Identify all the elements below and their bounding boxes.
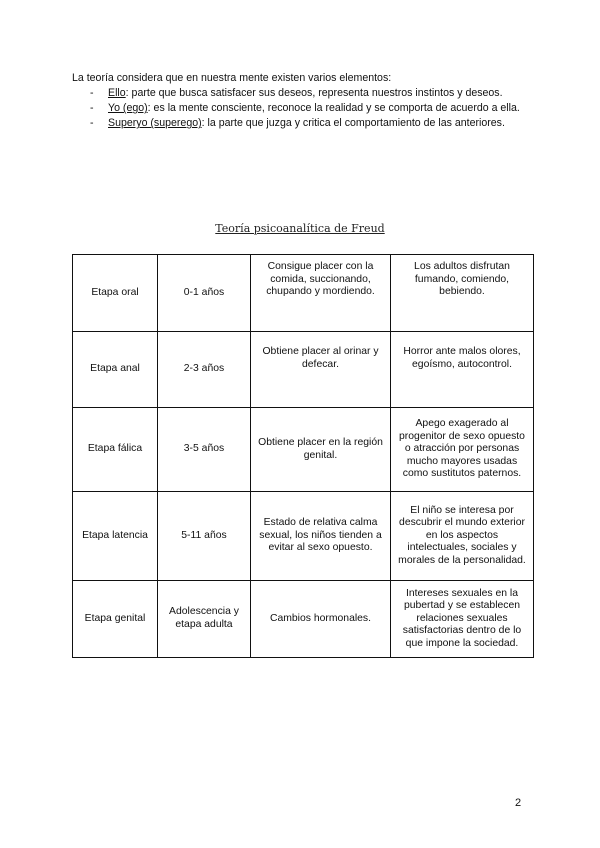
- intro-section: [72, 71, 542, 131]
- stage-cell: Etapa anal: [73, 332, 158, 408]
- table-row: [73, 581, 534, 658]
- definition-yo: : es la mente consciente, reconoce la realidad y se comporta de acuerdo a ella.: [147, 102, 520, 114]
- description-cell: Estado de relativa calma sexual, los niños tienden a evitar al sexo opuesto.: [251, 492, 391, 581]
- stage-cell: Etapa fálica: [73, 408, 158, 492]
- definition-superyo: : la parte que juzga y critica el comportamiento de las anteriores.: [201, 117, 505, 129]
- intro-lead: La teoría considera que en nuestra mente existen varios elementos:: [72, 72, 392, 84]
- stage-cell: Etapa oral: [73, 255, 158, 332]
- term-superyo: Superyo (superego): [108, 117, 202, 129]
- description-cell: Consigue placer con la comida, succionando, chupando y mordiendo.: [251, 255, 391, 332]
- adult-trait-cell: Los adultos disfrutan fumando, comiendo, bebiendo.: [391, 255, 534, 332]
- stage-cell: Etapa latencia: [73, 492, 158, 581]
- list-item: - Yo (ego): es la mente consciente, reconoce la realidad y se comporta de acuerdo a ella.: [90, 102, 520, 114]
- age-cell: Adolescencia y etapa adulta: [158, 581, 251, 658]
- term-ello: Ello: [108, 87, 126, 99]
- table-title: Teoría psicoanalítica de Freud: [215, 222, 385, 235]
- elements-list: [72, 86, 542, 131]
- freud-stages-table: [72, 254, 534, 658]
- table-row: [73, 408, 534, 492]
- age-cell: 0-1 años: [158, 255, 251, 332]
- table-row: [73, 255, 534, 332]
- adult-trait-cell: Horror ante malos olores, egoísmo, autocontrol.: [391, 332, 534, 408]
- description-cell: Cambios hormonales.: [251, 581, 391, 658]
- table-row: [73, 492, 534, 581]
- age-cell: 3-5 años: [158, 408, 251, 492]
- adult-trait-cell: Intereses sexuales en la pubertad y se establecen relaciones sexuales satisfactorias dentro de lo que impone la sociedad.: [391, 581, 534, 658]
- list-item: - Ello: parte que busca satisfacer sus deseos, representa nuestros instintos y deseos.: [90, 87, 503, 99]
- age-cell: 5-11 años: [158, 492, 251, 581]
- adult-trait-cell: El niño se interesa por descubrir el mundo exterior en los aspectos intelectuales, sociales y morales de la personalidad.: [391, 492, 534, 581]
- definition-ello: : parte que busca satisfacer sus deseos, representa nuestros instintos y deseos.: [125, 87, 503, 99]
- list-item: - Superyo (superego): la parte que juzga y critica el comportamiento de las anteriores.: [90, 117, 505, 129]
- page-number: 2: [515, 797, 522, 809]
- age-cell: 2-3 años: [158, 332, 251, 408]
- table-row: [73, 332, 534, 408]
- stage-cell: Etapa genital: [73, 581, 158, 658]
- adult-trait-cell: Apego exagerado al progenitor de sexo opuesto o atracción por personas mucho mayores usadas como sustitutos paternos.: [391, 408, 534, 492]
- term-yo: Yo (ego): [108, 102, 148, 114]
- description-cell: Obtiene placer al orinar y defecar.: [251, 332, 391, 408]
- description-cell: Obtiene placer en la región genital.: [251, 408, 391, 492]
